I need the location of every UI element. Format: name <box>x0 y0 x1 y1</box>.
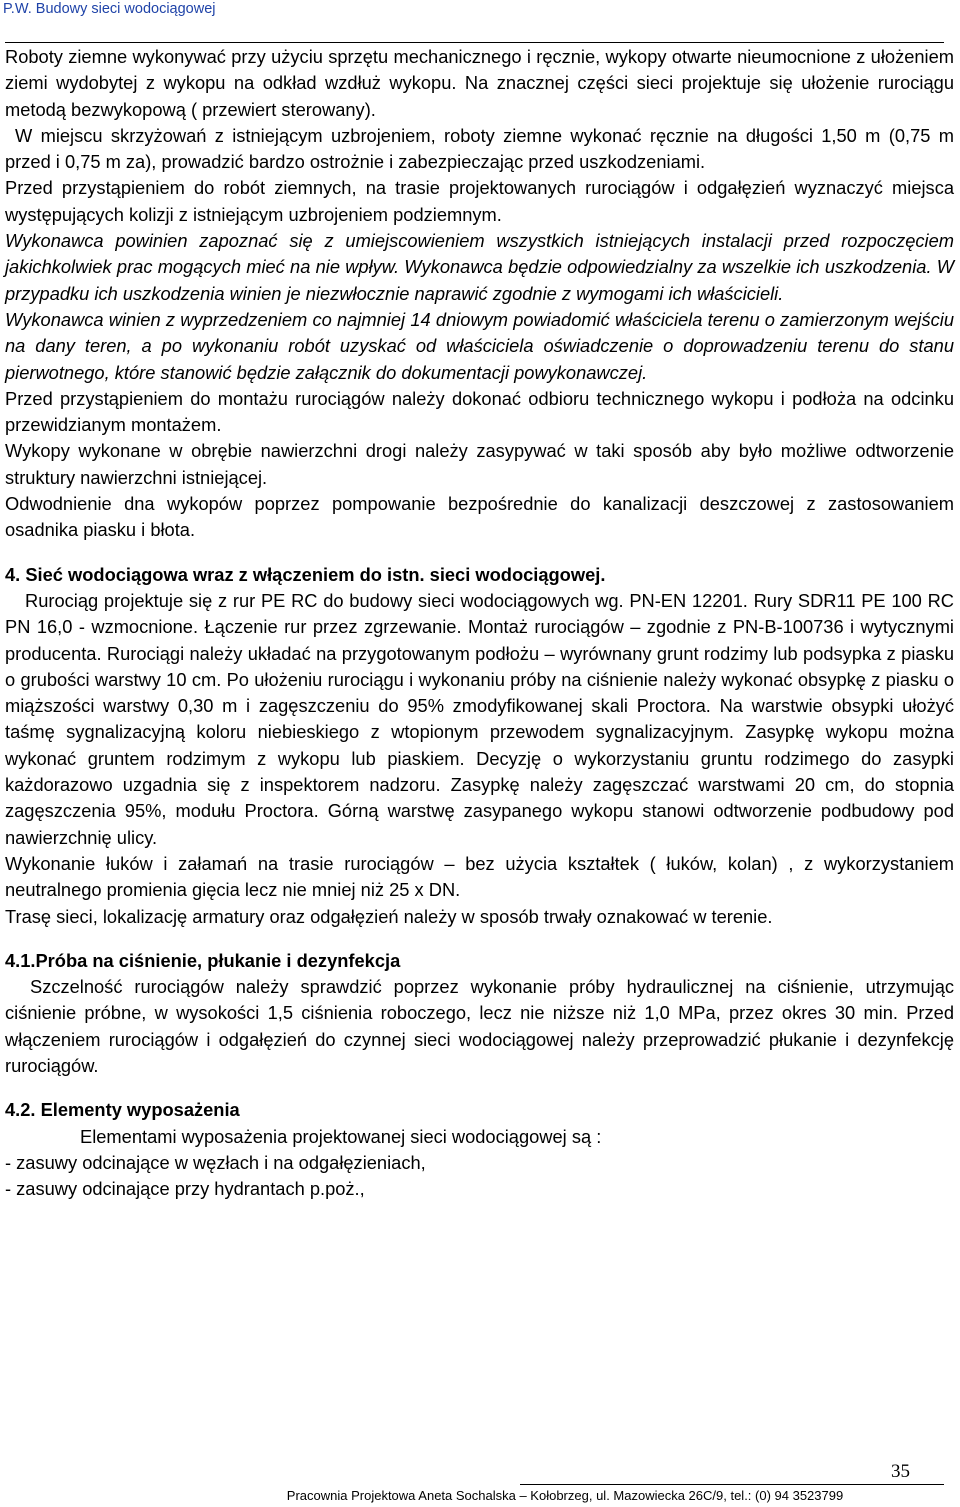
paragraph-pipeline-design: Rurociąg projektuje się z rur PE RC do budowy sieci wodociągowych wg. PN-EN 12201. Rury SDR11 PE 100 RC PN 16,0 - wzmocnione. Łączenie rur przez zgrzewanie. Montaż rurociągów – zgodnie z PN-B-100736 i wytycznymi producenta. Rurociągi należy układać na przygotowanym podłożu – wyrównany grunt rodzimy lub podsypka z piasku o grubości warstwy 10 cm. Po ułożeniu rurociągu i wykonaniu próby na ciśnienie należy wykonać obsypkę z piasku o miąższości warstwy 0,30 m i zagęszczeniu do 95% zmodyfikowanej skali Proctora. Na warstwie obsypki ułożyć taśmę sygnalizacyjną koloru niebieskiego z wtopionym przewodem sygnalizacyjnym. Zasypkę wykopu można wykonać gruntem rodzimym z wykopu lub piaskiem. Decyzję o wykorzystaniu gruntu rodzimego do zasypki każdorazowo uzgadnia się z inspektorem nadzoru. Zasypkę należy zagęszczać warstwami 20 cm, do stopnia zagęszczenia 95%, modułu Proctora. Górną warstwę zasypanego wykopu stanowi odtworzenie podbudowy pod nawierzchnię ulicy. <box>5 589 954 848</box>
paragraph-bends: Wykonanie łuków i załamań na trasie rurociągów – bez użycia kształtek ( łuków, kolan) , z wykorzystaniem neutralnego promienia gięcia lecz nie mniej niż 25 x DN. <box>5 852 954 901</box>
document-footer: Pracownia Projektowa Aneta Sochalska – Kołobrzeg, ul. Mazowiecka 26C/9, tel.: (0) 94 3523799 <box>286 1488 844 1503</box>
paragraph-route-marking: Trasę sieci, lokalizację armatury oraz odgałęzień należy w sposób trwały oznakować w terenie. <box>5 905 773 927</box>
page-number: 35 <box>891 1461 910 1482</box>
paragraph-drainage: Odwodnienie dna wykopów poprzez pompowanie bezpośrednie do kanalizacji deszczowej z zastosowaniem osadnika piasku i błota. <box>5 493 954 541</box>
section-4-1-heading: 4.1.Próba na ciśnienie, płukanie i dezynfekcja <box>5 949 401 971</box>
paragraph-road-backfill: Wykopy wykonane w obrębie nawierzchni drogi należy zasypywać w taki sposób aby było możliwe odtworzenie struktury nawierzchni istniejącej. <box>5 440 954 488</box>
list-item: - zasuwy odcinające przy hydrantach p.poż., <box>5 1178 365 1200</box>
header-divider <box>5 42 944 43</box>
paragraph-earthworks: Roboty ziemne wykonywać przy użyciu sprzętu mechanicznego i ręcznie, wykopy otwarte nieumocnione z ułożeniem ziemi wydobytej z wykopu na odkład wzdłuż wykopu. Na znacznej części sieci projektuje się ułożenie rurociągu metodą bezwykopową ( przewiert sterowany). <box>5 46 954 120</box>
footer-divider <box>520 1484 944 1485</box>
document-header: P.W. Budowy sieci wodociągowej <box>3 1 216 17</box>
paragraph-pressure-test: Szczelność rurociągów należy sprawdzić poprzez wykonanie próby hydraulicznej na ciśnienie, utrzymując ciśnienie próbne, w wysokości 1,5 ciśnienia roboczego, lecz nie niższe niż 1,0 MPa, przez okres 30 min. Przed włączeniem rurociągów i odgałęzień do czynnej sieci wodociągowej należy przeprowadzić płukanie i dezynfekcję rurociągów. <box>5 976 954 1076</box>
section-4-2-heading: 4.2. Elementy wyposażenia <box>5 1099 240 1121</box>
paragraph-crossings: W miejscu skrzyżowań z istniejącym uzbrojeniem, roboty ziemne wykonać ręcznie na długości 1,50 m (0,75 m przed i 0,75 m za), prowadzić bardzo ostrożnie i zabezpieczając przed uszkodzeniami. <box>5 124 954 173</box>
paragraph-equipment-intro: Elementami wyposażenia projektowanej sieci wodociągowej są : <box>80 1125 602 1147</box>
paragraph-excavation-acceptance: Przed przystąpieniem do montażu rurociągów należy dokonać odbioru technicznego wykopu i podłoża na odcinku przewidzianym montażem. <box>5 387 954 436</box>
section-4-heading: 4. Sieć wodociągowa wraz z włączeniem do istn. sieci wodociągowej. <box>5 563 606 585</box>
paragraph-contractor-owner-notice: Wykonawca winien z wyprzedzeniem co najmniej 14 dniowym powiadomić właściciela terenu o zamierzonym wejściu na dany teren, a po wykonaniu robót uzyskać od właściciela oświadczenie o doprowadzeniu terenu do stanu pierwotnego, które stanowić będzie załącznik do dokumentacji powykonawczej. <box>5 308 954 383</box>
paragraph-collisions: Przed przystąpieniem do robót ziemnych, na trasie projektowanych rurociągów i odgałęzień wyznaczyć miejsca występujących kolizji z istniejącym uzbrojeniem podziemnym. <box>5 177 954 225</box>
paragraph-contractor-installations: Wykonawca powinien zapoznać się z umiejscowieniem wszystkich istniejących instalacji przed rozpoczęciem jakichkolwiek prac mogących mieć na nie wpływ. Wykonawca będzie odpowiedzialny za wszelkie ich uszkodzenia. W przypadku ich uszkodzenia winien je niezwłocznie naprawić zgodnie z wymogami ich właścicieli. <box>5 230 954 304</box>
list-item: - zasuwy odcinające w węzłach i na odgałęzieniach, <box>5 1151 426 1173</box>
document-body <box>5 44 954 1202</box>
